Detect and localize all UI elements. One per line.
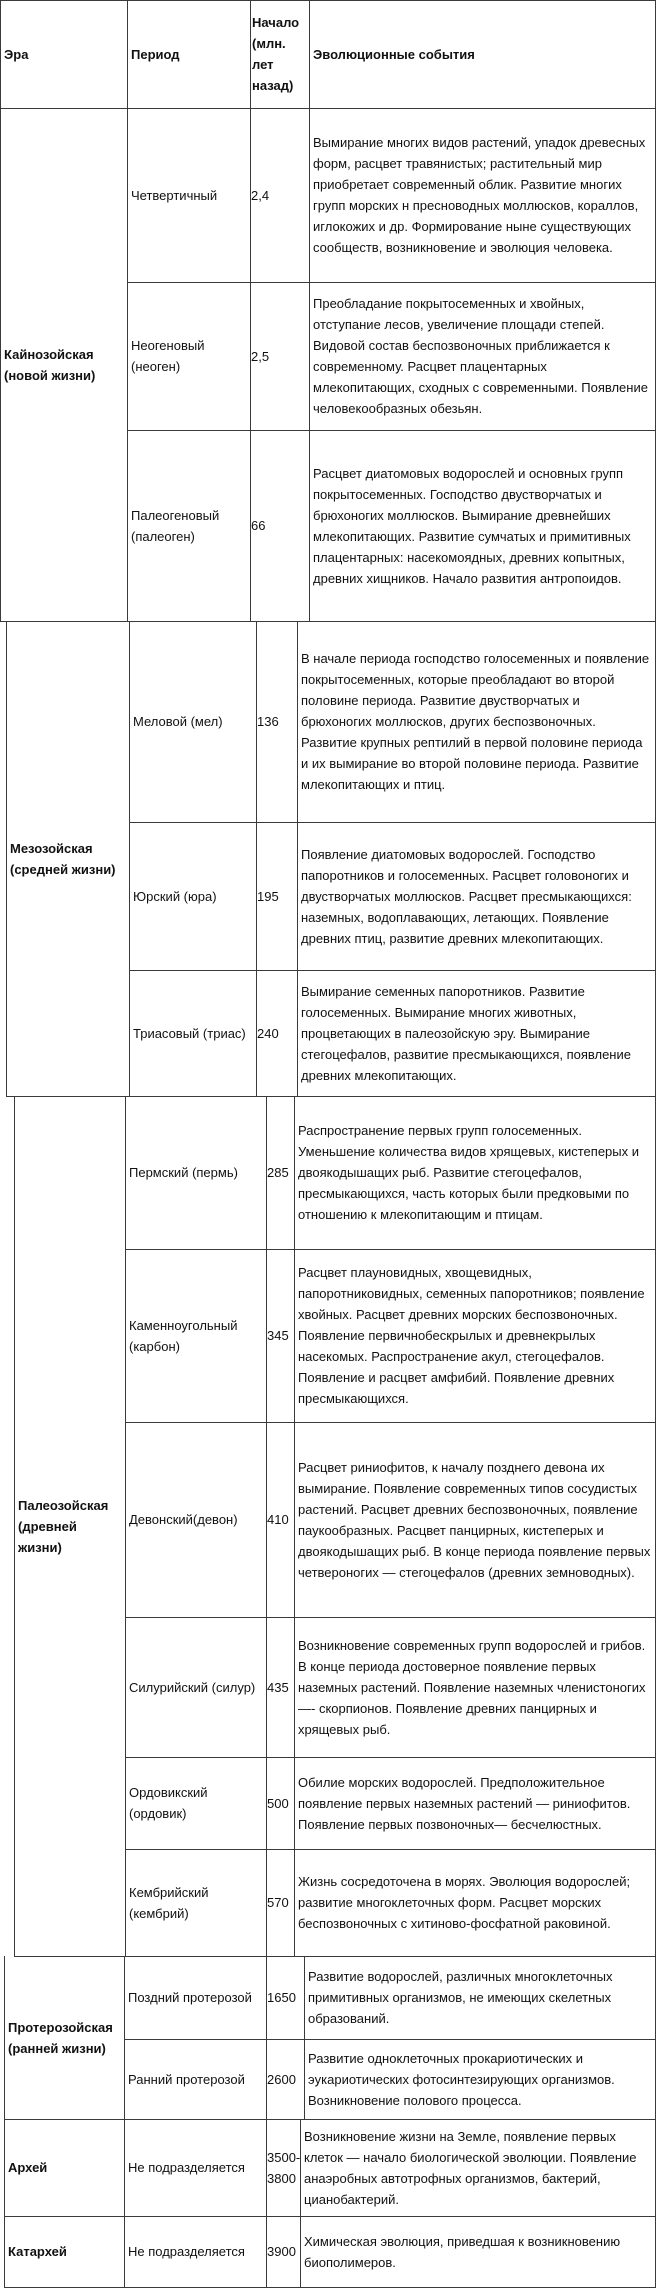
period-start-text: 195 [257, 888, 279, 904]
table-border [300, 2216, 301, 2287]
period-start-text: 3500-3800 [267, 2149, 301, 2186]
period-name-text: Палеогеновый (палеоген) [131, 507, 220, 544]
period-events [313, 108, 652, 282]
period-start-text: 3900 [267, 2244, 296, 2259]
table-border [655, 1422, 656, 1617]
period-name-text: Юрский (юра) [133, 888, 217, 904]
period-start-text: 136 [257, 714, 279, 729]
period-events [298, 1617, 652, 1757]
table-border [655, 621, 656, 822]
period-events [304, 2216, 652, 2287]
table-border [655, 970, 656, 1096]
period-name [128, 2039, 263, 2119]
era-name [18, 1096, 122, 1956]
period-events [298, 1422, 652, 1617]
period-name-text: Пермский (пермь) [129, 1165, 238, 1180]
table-border [655, 1849, 656, 1956]
header-era [4, 0, 124, 108]
period-events-text: Возникновение современных групп водорослей и грибов. В конце периода достоверное появление первых наземных растений. Появление наземных членистоногих —- скорпионов. Появление древних панцирных и хрящевых рыб. [298, 1637, 646, 1737]
period-name-text: Четвертичный [131, 187, 218, 203]
table-border [124, 2216, 125, 2287]
period-start [267, 2119, 301, 2216]
era-name-text: Палеозойская (древней жизни) [18, 1497, 109, 1555]
table-border [297, 970, 298, 1096]
period-start [257, 970, 294, 1096]
period-events [308, 2039, 652, 2119]
period-events-text: Возникновение жизни на Земле, появление первых клеток — начало биологической эволюции. Появление анаэробных автотрофных организмов, бактерий, цианобактерий. [304, 2128, 637, 2207]
header-start-text: Начало (млн. лет назад) [252, 15, 300, 93]
period-name-text: Не подразделяется [128, 2244, 245, 2259]
period-events [298, 1249, 652, 1422]
table-border [127, 108, 128, 621]
period-events-text: Расцвет риниофитов, к началу позднего девона их вымирание. Появление современных типов сосудистых растений. Расцвет древних беспозвоночных, появление паукообразных. Расцвет панцирных, кистеперых и двоякодышащих рыб. В конце периода появление первых четвероногих — стегоцефалов (древних земноводных). [298, 1459, 651, 1580]
period-name [133, 621, 253, 822]
era-name-text: Протерозойская (ранней жизни) [8, 2019, 113, 2056]
period-events-text: Химическая эволюция, приведшая к возникновению биополимеров. [304, 2233, 621, 2270]
period-start-text: 570 [267, 1895, 289, 1910]
period-start [251, 108, 306, 282]
period-name [128, 2216, 263, 2287]
table-border [309, 282, 310, 430]
period-start-text: 410 [267, 1512, 289, 1527]
table-border [297, 621, 298, 822]
period-name [131, 430, 247, 621]
period-name-text: Не подразделяется [128, 2160, 245, 2175]
era-name [8, 2216, 121, 2287]
table-border [655, 1617, 656, 1757]
period-name [131, 108, 247, 282]
period-start [251, 282, 306, 430]
table-border [124, 2119, 125, 2216]
period-start-text: 500 [267, 1795, 289, 1811]
period-events-text: Вымирание семенных папоротников. Развитие голосеменных. Вымирание многих животных, процветающих в палеозойскую эру. Вымирание стегоцефалов, развитие пресмыкающихся, появление древних млекопитающих. [301, 983, 631, 1083]
table-border [655, 1249, 656, 1422]
era-name-text: Кайнозойская (новой жизни) [4, 346, 96, 383]
table-border [309, 0, 310, 108]
period-name-text: Девонский(девон) [129, 1512, 238, 1527]
table-border [0, 0, 1, 108]
table-border [4, 2216, 5, 2287]
period-name-text: Кембрийский (кембрий) [129, 1884, 209, 1921]
period-events [308, 1956, 652, 2039]
period-events [301, 970, 652, 1096]
table-border [250, 0, 251, 108]
period-events [301, 621, 652, 822]
header-period-text: Период [131, 46, 180, 62]
table-border [309, 430, 310, 621]
period-name [131, 282, 247, 430]
era-name-text: Мезозойская (средней жизни) [10, 840, 116, 877]
period-start [251, 430, 306, 621]
era-name [8, 2119, 121, 2216]
period-events-text: Распространение первых групп голосеменных. Уменьшение количества видов хрящевых, кистеперых и двоякодышащих рыб. Развитие стегоцефалов, пресмыкающихся, часть которых были предковыми по отношению к млекопитающим и птицам. [298, 1123, 640, 1222]
period-start-text: 285 [267, 1165, 289, 1180]
period-start [267, 1849, 291, 1956]
period-name [129, 1617, 263, 1757]
period-start-text: 66 [251, 518, 266, 533]
period-name [133, 822, 253, 970]
period-name-text: Триасовый (триас) [133, 1025, 246, 1041]
table-border [655, 1956, 656, 2039]
table-border [304, 2039, 305, 2119]
table-border [294, 1096, 295, 1249]
period-start-text: 345 [267, 1328, 289, 1343]
era-name [8, 1956, 121, 2119]
period-start [267, 1249, 291, 1422]
period-start-text: 435 [267, 1679, 289, 1695]
table-border [125, 1096, 126, 1956]
table-border [655, 822, 656, 970]
period-events [298, 1849, 652, 1956]
header-events [313, 0, 652, 108]
table-border [4, 2287, 656, 2288]
table-border [655, 108, 656, 282]
period-name-text: Неогеновый (неоген) [131, 338, 205, 374]
table-border [304, 1956, 305, 2039]
period-start-text: 2,5 [251, 348, 270, 364]
period-events [313, 430, 652, 621]
period-events-text: В начале периода господство голосеменных и появление покрытосеменных, которые преобладают во второй половине периода. Развитие двустворчатых и брюхоногих моллюсков, других беспозвоночных. Развитие крупных рептилий в первой половине периода и их вымирание во второй половине периода. Развитие млекопитающих и птиц. [301, 651, 650, 792]
period-start [267, 1757, 291, 1849]
period-events [298, 1757, 652, 1849]
table-border [4, 1956, 5, 2119]
period-name-text: Поздний протерозой [128, 1990, 252, 2005]
period-name [129, 1249, 263, 1422]
table-border [655, 1757, 656, 1849]
period-name [129, 1422, 263, 1617]
table-border [4, 2119, 5, 2216]
period-start [267, 1422, 291, 1617]
period-name [133, 970, 253, 1096]
period-events-text: Развитие водорослей, различных многоклеточных примитивных организмов, не имеющих скелетных образований. [308, 1969, 613, 2026]
header-events-text: Эволюционные события [313, 46, 475, 62]
period-start [267, 2216, 297, 2287]
period-start [257, 621, 294, 822]
period-events-text: Появление диатомовых водорослей. Господство папоротников и голосеменных. Расцвет головоногих и двустворчатых моллюсков. Расцвет пресмыкающихся: наземных, водоплавающих, летающих. Появление древних птиц, развитие древних млекопитающих. [301, 846, 632, 946]
period-events [298, 1096, 652, 1249]
period-start [267, 1956, 301, 2039]
period-events-text: Расцвет плауновидных, хвощевидных, папоротниковидных, семенных папоротников; появление хвойных. Расцвет древних морских беспозвоночных. Появление первичнобескрылых и древнекрылых насекомых. Распространение акул, стегоцефалов. Появление и расцвет амфибий. Появление древних пресмыкающихся. [298, 1265, 645, 1406]
table-border [14, 1096, 15, 1956]
period-name-text: Каменноугольный (карбон) [129, 1317, 238, 1354]
period-name [129, 1757, 263, 1849]
header-start [252, 0, 306, 108]
table-border [294, 1849, 295, 1956]
table-border [0, 108, 1, 621]
period-start-text: 1650 [267, 1990, 296, 2005]
period-name-text: Меловой (мел) [133, 714, 223, 729]
period-events-text: Расцвет диатомовых водорослей и основных групп покрытосеменных. Господство двустворчатых и брюхоногих моллюсков. Вымирание древнейших млекопитающих. Развитие сумчатых и примитивных плацентарных: насекомоядных, древних копытных, древних хищников. Начало развития антропоидов. [313, 465, 631, 586]
table-border [6, 621, 7, 1096]
table-border [655, 282, 656, 430]
period-name [128, 1956, 263, 2039]
table-border [655, 2216, 656, 2287]
table-border [655, 2119, 656, 2216]
header-era-text: Эра [4, 46, 29, 62]
period-start-text: 240 [257, 1025, 279, 1041]
table-border [124, 1956, 125, 2119]
period-name [129, 1096, 263, 1249]
table-border [294, 1422, 295, 1617]
period-events-text: Развитие одноклеточных прокариотических и эукариотических фотосинтезирующих организмов. Возникновение полового процесса. [308, 2050, 615, 2108]
era-name [4, 108, 124, 621]
period-start-text: 2,4 [251, 187, 270, 203]
table-border [655, 0, 656, 108]
period-start [267, 1096, 291, 1249]
period-events [304, 2119, 652, 2216]
table-border [294, 1757, 295, 1849]
period-events-text: Вымирание многих видов растений, упадок древесных форм, расцвет травянистых; растительный мир приобретает современный облик. Развитие многих групп морских н пресноводных моллюсков, кораллов, иглокожих и др. Формирование ныне существующих сообществ, возникновение и эволюция человека. [313, 135, 646, 255]
table-border [655, 2039, 656, 2119]
period-start [267, 2039, 301, 2119]
header-period [131, 0, 247, 108]
period-name-text: Ордовикский (ордовик) [129, 1785, 208, 1821]
table-border [129, 621, 130, 1096]
period-events-text: Жизнь сосредоточена в морях. Эволюция водорослей; развитие многоклеточных форм. Расцвет морских беспозвоночных с хитиново-фосфатной раковиной. [298, 1874, 631, 1931]
era-name [10, 621, 126, 1096]
table-border [309, 108, 310, 282]
table-border [655, 430, 656, 621]
table-border [127, 0, 128, 108]
period-start-text: 2600 [267, 2071, 296, 2087]
period-name-text: Ранний протерозой [128, 2071, 245, 2087]
period-events [301, 822, 652, 970]
period-name [129, 1849, 263, 1956]
era-name-text: Катархей [8, 2244, 67, 2259]
period-name [128, 2119, 263, 2216]
table-border [294, 1617, 295, 1757]
period-start [257, 822, 294, 970]
table-border [294, 1249, 295, 1422]
table-border [297, 822, 298, 970]
period-events-text: Преобладание покрытосеменных и хвойных, отступание лесов, увеличение площади степей. Видовой состав беспозвоночных приближается к современному. Расцвет плацентарных млекопитающих, сходных с современными. Появление человекообразных обезьян. [313, 296, 648, 416]
period-events-text: Обилие морских водорослей. Предположительное появление первых наземных растений — риниофитов. Появление первых позвоночных— бесчелюстных. [298, 1774, 631, 1832]
era-name-text: Архей [8, 2160, 48, 2175]
period-start [267, 1617, 291, 1757]
period-events [313, 282, 652, 430]
period-name-text: Силурийский (силур) [129, 1679, 256, 1695]
table-border [655, 1096, 656, 1249]
